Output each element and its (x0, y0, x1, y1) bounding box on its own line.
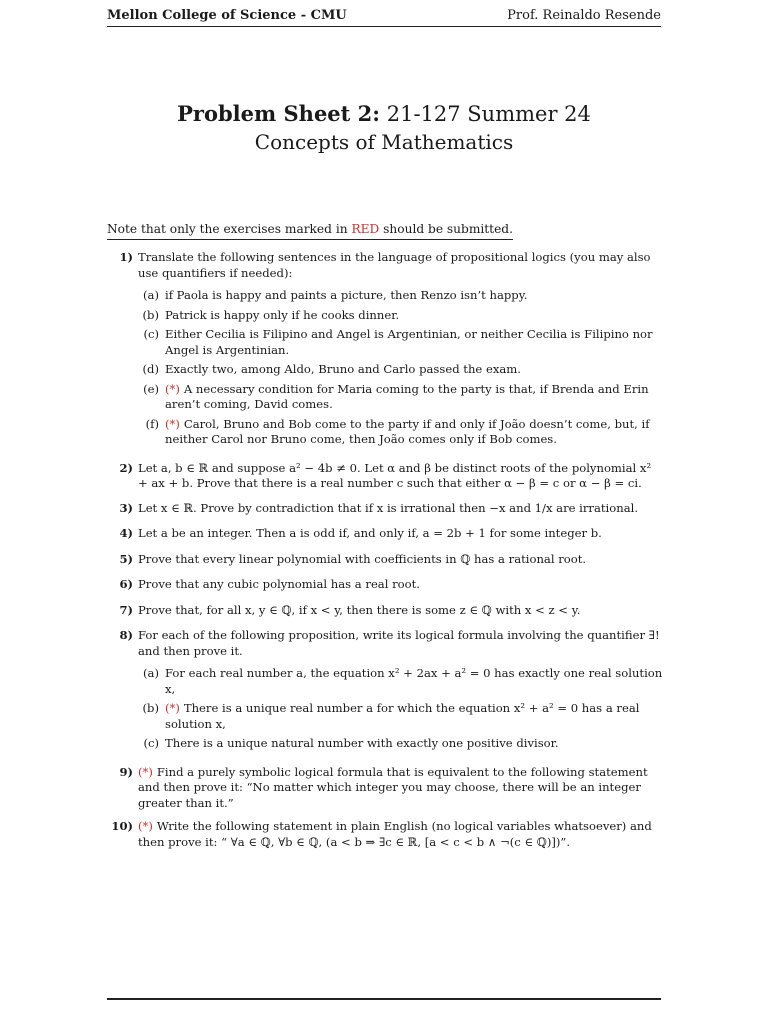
problem-item (107, 461, 663, 492)
problem-item (107, 552, 663, 568)
note-after: should be submitted. (379, 222, 513, 236)
problem-text: Let a, b ∈ ℝ and suppose a² − 4b ≠ 0. Let α and β be distinct roots of the polynomial x² + ax + b. Prove that there is a real number c such that either α − β = c or α − β = ci. (138, 460, 652, 490)
footer-rule (107, 998, 661, 1000)
problem-item (107, 250, 663, 452)
subproblem-label: (e) (143, 381, 159, 396)
problem-list (107, 250, 663, 850)
subproblem-text: Exactly two, among Aldo, Bruno and Carlo passed the exam. (165, 362, 521, 376)
problem-item (107, 628, 663, 756)
submission-marker: (*) (165, 416, 180, 431)
subproblem-text: Patrick is happy only if he cooks dinner. (165, 307, 400, 322)
problem-number: 9) (119, 764, 133, 779)
problem-text: Prove that every linear polynomial with coefficients in ℚ has a rational root. (138, 551, 587, 566)
problem-text: Find a purely symbolic logical formula that is equivalent to the following statement and then prove it: “No matter which integer you may choose, there will be an integer greater than it.” (138, 764, 648, 810)
subproblem-list (138, 288, 663, 448)
subproblem-label: (d) (142, 362, 159, 376)
problem-item (107, 526, 663, 542)
subproblem-text: A necessary condition for Maria coming to the party is that, if Brenda and Erin aren’t coming, David comes. (165, 381, 649, 411)
subproblem-text: There is a unique natural number with exactly one positive divisor. (165, 736, 559, 750)
subproblem-label: (a) (143, 666, 159, 680)
subproblem-label: (c) (143, 736, 159, 750)
submission-marker: (*) (138, 764, 153, 779)
problem-item (107, 765, 663, 812)
subproblem-body (165, 327, 663, 358)
subproblem-item (138, 666, 663, 697)
problem-statement (138, 501, 663, 517)
subproblem-item (138, 382, 663, 413)
problem-statement (138, 461, 663, 492)
problem-item (107, 603, 663, 619)
problem-text: Write the following statement in plain English (no logical variables whatsoever) and then prove it: “ ∀a ∈ ℚ, ∀b ∈ ℚ, (a < b ⇒ ∃c ∈ ℝ, [a < c < b ∧ ¬(c ∈ ℚ)])”. (138, 819, 652, 849)
sheet-title-bold: Problem Sheet 2: (177, 101, 381, 126)
note-red-word: RED (351, 222, 380, 236)
subproblem-list (138, 666, 663, 752)
subproblem-label: (c) (143, 327, 159, 341)
problem-body (138, 501, 663, 517)
problem-body (138, 250, 663, 452)
problem-text: Let x ∈ ℝ. Prove by contradiction that if x is irrational then −x and 1/x are irrational. (138, 500, 639, 515)
problem-statement (138, 526, 663, 542)
note-before: Note that only the exercises marked in (107, 222, 352, 236)
subproblem-item (138, 327, 663, 358)
sheet-title (0, 100, 768, 128)
problem-body (138, 577, 663, 593)
subproblem-item (138, 417, 663, 448)
subproblem-body (165, 736, 663, 752)
subproblem-text: There is a unique real number a for which the equation x² + a² = 0 has a real solution x, (165, 701, 640, 731)
problem-body (138, 552, 663, 568)
subproblem-text: Carol, Bruno and Bob come to the party if and only if João doesn’t come, but, if neither Carol nor Bruno come, then João comes only if Bob comes. (165, 416, 650, 446)
problem-body (138, 603, 663, 619)
problem-statement (138, 552, 663, 568)
institution-name: Mellon College of Science - CMU (107, 7, 347, 23)
problem-body (138, 628, 663, 756)
problem-statement (138, 603, 663, 619)
sheet-title-course: 21-127 Summer 24 (380, 102, 591, 126)
subproblem-text: Either Cecilia is Filipino and Angel is Argentinian, or neither Cecilia is Filipino nor Angel is Argentinian. (165, 327, 653, 357)
problem-text: Translate the following sentences in the language of propositional logics (you may also use quantifiers if needed): (138, 250, 651, 280)
subproblem-body (165, 382, 663, 413)
problem-item (107, 819, 663, 850)
problem-body (138, 819, 663, 850)
subproblem-body (165, 362, 663, 378)
subproblem-body (165, 701, 663, 732)
problem-text: Prove that, for all x, y ∈ ℚ, if x < y, then there is some z ∈ ℚ with x < z < y. (138, 602, 581, 617)
subproblem-label: (a) (143, 288, 159, 302)
submission-marker: (*) (138, 819, 153, 833)
problem-number: 3) (119, 500, 133, 515)
subproblem-label: (b) (142, 307, 159, 322)
subproblem-item (138, 288, 663, 304)
subproblem-item (138, 308, 663, 324)
problem-statement (138, 628, 663, 659)
subproblem-label: (f) (145, 416, 159, 431)
problem-statement (138, 577, 663, 593)
problem-number: 5) (119, 551, 133, 566)
submission-marker: (*) (165, 701, 180, 715)
subproblem-item (138, 701, 663, 732)
problem-statement (138, 819, 663, 850)
subproblem-item (138, 736, 663, 752)
subproblem-body (165, 417, 663, 448)
problem-item (107, 577, 663, 593)
subproblem-label: (b) (142, 701, 159, 715)
professor-name: Prof. Reinaldo Resende (507, 7, 661, 23)
sheet-subtitle: Concepts of Mathematics (254, 130, 514, 154)
problem-number: 10) (111, 819, 133, 833)
subproblem-text: For each real number a, the equation x² + 2ax + a² = 0 has exactly one real solution x, (165, 666, 663, 696)
subproblem-body (165, 666, 663, 697)
problem-item (107, 501, 663, 517)
subproblem-body (165, 288, 663, 304)
problem-number: 8) (119, 628, 133, 642)
subproblem-text: if Paola is happy and paints a picture, then Renzo isn’t happy. (165, 288, 528, 302)
problem-text: For each of the following proposition, write its logical formula involving the quantifier ∃! and then prove it. (138, 628, 660, 658)
problem-body (138, 765, 663, 812)
submission-marker: (*) (165, 381, 180, 396)
problem-number: 7) (119, 602, 133, 617)
title-block (0, 100, 768, 156)
subproblem-body (165, 308, 663, 324)
problem-text: Prove that any cubic polynomial has a real root. (138, 577, 420, 591)
problem-number: 1) (119, 250, 133, 264)
problem-number: 2) (119, 460, 133, 475)
problem-text: Let a be an integer. Then a is odd if, and only if, a = 2b + 1 for some integer b. (138, 526, 602, 540)
subproblem-item (138, 362, 663, 378)
problem-statement (138, 765, 663, 812)
problem-number: 6) (119, 577, 133, 591)
submission-note (107, 222, 513, 240)
problem-body (138, 461, 663, 492)
problem-statement (138, 250, 663, 281)
page-header (107, 4, 661, 27)
problem-body (138, 526, 663, 542)
problem-number: 4) (119, 526, 133, 540)
